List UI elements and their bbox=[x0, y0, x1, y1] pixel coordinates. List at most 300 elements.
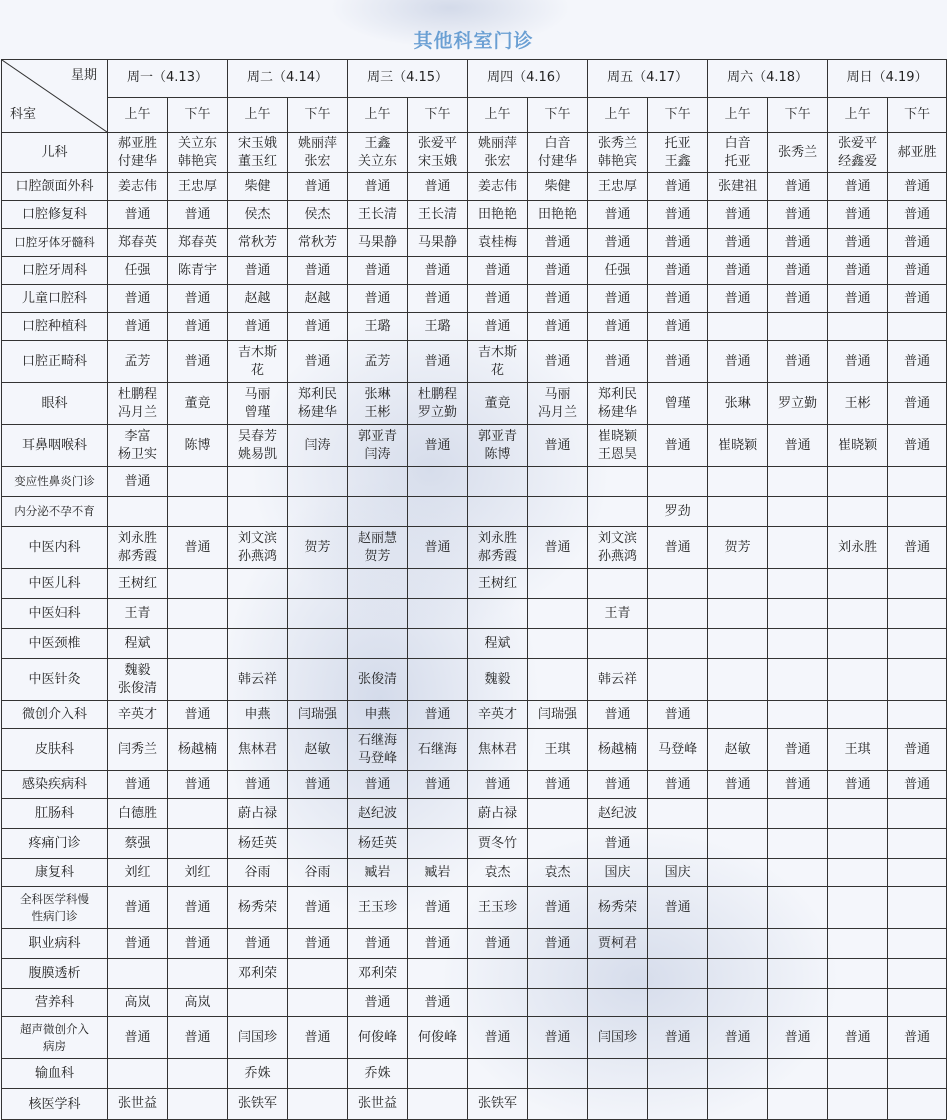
schedule-cell: 普通 bbox=[528, 341, 588, 383]
schedule-cell bbox=[288, 569, 348, 599]
schedule-cell bbox=[228, 629, 288, 659]
schedule-cell: 马丽 曾瑾 bbox=[228, 383, 288, 425]
schedule-cell: 乔姝 bbox=[348, 1059, 408, 1089]
schedule-cell bbox=[168, 659, 228, 701]
schedule-cell: 王琪 bbox=[528, 729, 588, 771]
table-row bbox=[2, 989, 947, 1017]
schedule-cell: 白音 付建华 bbox=[528, 133, 588, 173]
schedule-cell: 普通 bbox=[468, 313, 528, 341]
schedule-cell bbox=[288, 1089, 348, 1120]
schedule-cell bbox=[528, 799, 588, 829]
schedule-cell bbox=[768, 929, 828, 959]
schedule-cell: 张爱平 宋玉娥 bbox=[408, 133, 468, 173]
schedule-cell: 魏毅 张俊清 bbox=[108, 659, 168, 701]
schedule-cell: 韩云祥 bbox=[228, 659, 288, 701]
schedule-cell: 孟芳 bbox=[348, 341, 408, 383]
schedule-cell bbox=[528, 569, 588, 599]
schedule-cell: 赵越 bbox=[288, 285, 348, 313]
schedule-cell bbox=[828, 859, 888, 887]
department-name: 中医针灸 bbox=[2, 659, 108, 701]
schedule-cell: 张铁军 bbox=[228, 1089, 288, 1120]
schedule-cell bbox=[528, 467, 588, 497]
schedule-cell bbox=[828, 1059, 888, 1089]
schedule-cell bbox=[468, 989, 528, 1017]
department-name: 口腔牙周科 bbox=[2, 257, 108, 285]
schedule-cell bbox=[588, 569, 648, 599]
schedule-cell: 普通 bbox=[288, 887, 348, 929]
schedule-cell bbox=[648, 989, 708, 1017]
schedule-cell bbox=[708, 859, 768, 887]
schedule-cell: 袁杰 bbox=[468, 859, 528, 887]
schedule-cell bbox=[828, 1089, 888, 1120]
schedule-cell: 闫秀兰 bbox=[108, 729, 168, 771]
schedule-cell bbox=[708, 829, 768, 859]
schedule-cell: 普通 bbox=[468, 1017, 528, 1059]
department-name: 肛肠科 bbox=[2, 799, 108, 829]
schedule-cell: 张琳 bbox=[708, 383, 768, 425]
schedule-cell bbox=[648, 1059, 708, 1089]
schedule-cell: 张琳 王彬 bbox=[348, 383, 408, 425]
schedule-cell bbox=[768, 1059, 828, 1089]
schedule-cell: 普通 bbox=[888, 383, 947, 425]
schedule-cell: 郝亚胜 bbox=[888, 133, 947, 173]
table-row bbox=[2, 383, 947, 425]
schedule-cell bbox=[108, 959, 168, 989]
department-name: 口腔种植科 bbox=[2, 313, 108, 341]
schedule-cell: 普通 bbox=[648, 285, 708, 313]
day-header: 周四（4.16） bbox=[468, 60, 588, 98]
department-name: 口腔正畸科 bbox=[2, 341, 108, 383]
schedule-cell: 普通 bbox=[828, 341, 888, 383]
header-periods-row bbox=[2, 97, 947, 132]
schedule-cell: 袁杰 bbox=[528, 859, 588, 887]
schedule-cell: 闫国珍 bbox=[228, 1017, 288, 1059]
schedule-cell: 白德胜 bbox=[108, 799, 168, 829]
department-name: 全科医学科慢 性病门诊 bbox=[2, 887, 108, 929]
schedule-cell: 普通 bbox=[408, 257, 468, 285]
schedule-cell: 普通 bbox=[648, 701, 708, 729]
schedule-cell: 王琪 bbox=[828, 729, 888, 771]
schedule-cell: 柴健 bbox=[528, 173, 588, 201]
schedule-cell: 焦林君 bbox=[228, 729, 288, 771]
schedule-cell: 普通 bbox=[168, 313, 228, 341]
schedule-cell bbox=[648, 569, 708, 599]
table-row bbox=[2, 829, 947, 859]
schedule-cell: 普通 bbox=[108, 771, 168, 799]
department-name: 内分泌不孕不育 bbox=[2, 497, 108, 527]
schedule-cell bbox=[528, 629, 588, 659]
schedule-cell: 姜志伟 bbox=[468, 173, 528, 201]
schedule-cell: 普通 bbox=[708, 229, 768, 257]
schedule-cell: 普通 bbox=[648, 425, 708, 467]
schedule-cell bbox=[828, 887, 888, 929]
schedule-cell: 普通 bbox=[108, 887, 168, 929]
schedule-cell: 谷雨 bbox=[288, 859, 348, 887]
schedule-cell bbox=[768, 701, 828, 729]
schedule-cell: 普通 bbox=[528, 285, 588, 313]
schedule-cell: 常秋芳 bbox=[228, 229, 288, 257]
schedule-cell: 袁桂梅 bbox=[468, 229, 528, 257]
schedule-cell: 普通 bbox=[288, 341, 348, 383]
schedule-cell: 焦林君 bbox=[468, 729, 528, 771]
schedule-cell bbox=[168, 1059, 228, 1089]
schedule-cell: 王长清 bbox=[348, 201, 408, 229]
schedule-cell: 普通 bbox=[708, 201, 768, 229]
table-row bbox=[2, 887, 947, 929]
schedule-cell bbox=[708, 929, 768, 959]
schedule-cell: 辛英才 bbox=[108, 701, 168, 729]
schedule-cell: 普通 bbox=[288, 929, 348, 959]
schedule-cell: 罗劲 bbox=[648, 497, 708, 527]
table-row bbox=[2, 599, 947, 629]
schedule-cell: 曾瑾 bbox=[648, 383, 708, 425]
table-row bbox=[2, 1059, 947, 1089]
schedule-cell bbox=[408, 467, 468, 497]
schedule-cell: 张俊清 bbox=[348, 659, 408, 701]
schedule-cell: 普通 bbox=[408, 341, 468, 383]
schedule-cell: 普通 bbox=[108, 467, 168, 497]
schedule-cell: 陈博 bbox=[168, 425, 228, 467]
schedule-cell: 刘永胜 bbox=[828, 527, 888, 569]
day-header: 周六（4.18） bbox=[708, 60, 828, 98]
schedule-cell: 普通 bbox=[468, 257, 528, 285]
schedule-cell: 郑利民 杨建华 bbox=[588, 383, 648, 425]
schedule-cell: 姚丽萍 张宏 bbox=[468, 133, 528, 173]
schedule-cell: 杨越楠 bbox=[168, 729, 228, 771]
schedule-cell bbox=[528, 989, 588, 1017]
schedule-cell: 普通 bbox=[348, 257, 408, 285]
schedule-cell: 国庆 bbox=[588, 859, 648, 887]
schedule-cell: 王忠厚 bbox=[588, 173, 648, 201]
schedule-cell bbox=[828, 497, 888, 527]
schedule-cell bbox=[168, 629, 228, 659]
schedule-cell bbox=[528, 829, 588, 859]
schedule-cell: 贾冬竹 bbox=[468, 829, 528, 859]
department-name: 输血科 bbox=[2, 1059, 108, 1089]
schedule-cell: 普通 bbox=[288, 1017, 348, 1059]
schedule-cell: 普通 bbox=[888, 729, 947, 771]
schedule-cell: 姜志伟 bbox=[108, 173, 168, 201]
schedule-cell bbox=[288, 829, 348, 859]
schedule-cell bbox=[528, 1059, 588, 1089]
schedule-cell: 谷雨 bbox=[228, 859, 288, 887]
schedule-cell bbox=[228, 497, 288, 527]
table-row bbox=[2, 659, 947, 701]
schedule-cell bbox=[408, 569, 468, 599]
day-header: 周二（4.14） bbox=[228, 60, 348, 98]
schedule-cell: 普通 bbox=[648, 229, 708, 257]
period-header: 下午 bbox=[888, 97, 947, 132]
schedule-cell bbox=[168, 497, 228, 527]
schedule-cell: 刘文滨 孙燕鸿 bbox=[228, 527, 288, 569]
schedule-cell bbox=[648, 659, 708, 701]
schedule-cell bbox=[408, 1059, 468, 1089]
schedule-cell: 普通 bbox=[648, 1017, 708, 1059]
schedule-cell bbox=[828, 829, 888, 859]
schedule-cell bbox=[228, 989, 288, 1017]
schedule-cell: 普通 bbox=[648, 173, 708, 201]
schedule-cell: 普通 bbox=[828, 1017, 888, 1059]
schedule-cell: 普通 bbox=[168, 771, 228, 799]
department-name: 超声微创介入 病房 bbox=[2, 1017, 108, 1059]
schedule-cell: 刘永胜 郝秀霞 bbox=[108, 527, 168, 569]
schedule-cell: 普通 bbox=[828, 771, 888, 799]
schedule-cell: 马果静 bbox=[348, 229, 408, 257]
schedule-cell: 普通 bbox=[648, 313, 708, 341]
schedule-cell bbox=[768, 799, 828, 829]
period-header: 上午 bbox=[708, 97, 768, 132]
schedule-cell: 蔡强 bbox=[108, 829, 168, 859]
schedule-cell: 普通 bbox=[408, 173, 468, 201]
schedule-cell bbox=[288, 467, 348, 497]
schedule-cell: 普通 bbox=[588, 285, 648, 313]
schedule-cell: 普通 bbox=[888, 257, 947, 285]
schedule-cell bbox=[708, 599, 768, 629]
schedule-cell: 刘文滨 孙燕鸿 bbox=[588, 527, 648, 569]
schedule-cell: 国庆 bbox=[648, 859, 708, 887]
schedule-cell: 普通 bbox=[528, 887, 588, 929]
schedule-cell: 普通 bbox=[588, 313, 648, 341]
schedule-cell: 吴春芳 姚易凯 bbox=[228, 425, 288, 467]
period-header: 下午 bbox=[408, 97, 468, 132]
schedule-cell bbox=[888, 701, 947, 729]
schedule-cell bbox=[708, 989, 768, 1017]
schedule-cell: 托亚 王鑫 bbox=[648, 133, 708, 173]
schedule-cell: 邓利荣 bbox=[228, 959, 288, 989]
schedule-cell bbox=[648, 959, 708, 989]
schedule-cell bbox=[288, 659, 348, 701]
period-header: 下午 bbox=[288, 97, 348, 132]
schedule-cell: 王长清 bbox=[408, 201, 468, 229]
department-name: 口腔颌面外科 bbox=[2, 173, 108, 201]
schedule-cell bbox=[288, 959, 348, 989]
schedule-cell bbox=[888, 859, 947, 887]
schedule-cell bbox=[708, 313, 768, 341]
schedule-cell bbox=[528, 599, 588, 629]
schedule-cell: 普通 bbox=[888, 341, 947, 383]
schedule-cell bbox=[348, 569, 408, 599]
schedule-cell: 普通 bbox=[708, 771, 768, 799]
schedule-cell: 普通 bbox=[288, 257, 348, 285]
schedule-cell bbox=[588, 629, 648, 659]
schedule-cell bbox=[888, 929, 947, 959]
schedule-cell: 普通 bbox=[888, 201, 947, 229]
schedule-cell: 蔚占禄 bbox=[228, 799, 288, 829]
period-header: 上午 bbox=[348, 97, 408, 132]
schedule-cell: 蔚占禄 bbox=[468, 799, 528, 829]
schedule-cell bbox=[828, 569, 888, 599]
schedule-cell: 普通 bbox=[528, 527, 588, 569]
department-name: 耳鼻咽喉科 bbox=[2, 425, 108, 467]
schedule-cell: 普通 bbox=[588, 771, 648, 799]
schedule-cell: 张爱平 经鑫爱 bbox=[828, 133, 888, 173]
schedule-cell bbox=[768, 467, 828, 497]
day-header: 周一（4.13） bbox=[108, 60, 228, 98]
schedule-cell: 董竟 bbox=[468, 383, 528, 425]
schedule-cell: 普通 bbox=[828, 285, 888, 313]
schedule-cell bbox=[768, 859, 828, 887]
schedule-cell: 普通 bbox=[348, 989, 408, 1017]
schedule-cell bbox=[828, 599, 888, 629]
schedule-cell bbox=[708, 959, 768, 989]
table-row bbox=[2, 133, 947, 173]
schedule-cell: 高岚 bbox=[168, 989, 228, 1017]
schedule-cell: 郝亚胜 付建华 bbox=[108, 133, 168, 173]
schedule-cell: 普通 bbox=[348, 285, 408, 313]
schedule-cell: 贺芳 bbox=[708, 527, 768, 569]
schedule-cell bbox=[588, 467, 648, 497]
schedule-cell: 普通 bbox=[468, 929, 528, 959]
table-row bbox=[2, 313, 947, 341]
schedule-cell bbox=[168, 467, 228, 497]
schedule-cell bbox=[648, 599, 708, 629]
schedule-cell: 王青 bbox=[108, 599, 168, 629]
schedule-cell: 普通 bbox=[648, 341, 708, 383]
schedule-cell bbox=[168, 1089, 228, 1120]
schedule-cell: 普通 bbox=[708, 1017, 768, 1059]
schedule-cell: 何俊峰 bbox=[348, 1017, 408, 1059]
schedule-cell bbox=[888, 497, 947, 527]
period-header: 上午 bbox=[588, 97, 648, 132]
schedule-cell bbox=[108, 497, 168, 527]
schedule-cell: 普通 bbox=[348, 173, 408, 201]
schedule-cell: 普通 bbox=[768, 341, 828, 383]
table-row bbox=[2, 959, 947, 989]
department-name: 微创介入科 bbox=[2, 701, 108, 729]
schedule-cell bbox=[588, 1059, 648, 1089]
schedule-cell: 张铁军 bbox=[468, 1089, 528, 1120]
schedule-cell bbox=[168, 829, 228, 859]
schedule-cell: 侯杰 bbox=[288, 201, 348, 229]
schedule-cell bbox=[708, 497, 768, 527]
schedule-cell bbox=[648, 829, 708, 859]
period-header: 上午 bbox=[828, 97, 888, 132]
schedule-cell bbox=[768, 989, 828, 1017]
period-header: 下午 bbox=[648, 97, 708, 132]
schedule-cell bbox=[228, 569, 288, 599]
schedule-cell: 普通 bbox=[768, 1017, 828, 1059]
schedule-cell: 普通 bbox=[168, 701, 228, 729]
schedule-cell bbox=[888, 467, 947, 497]
schedule-cell: 崔晓颖 王恩昊 bbox=[588, 425, 648, 467]
schedule-cell: 普通 bbox=[288, 313, 348, 341]
schedule-cell: 关立东 韩艳宾 bbox=[168, 133, 228, 173]
schedule-cell: 普通 bbox=[768, 173, 828, 201]
schedule-cell: 杨廷英 bbox=[348, 829, 408, 859]
schedule-cell: 普通 bbox=[168, 527, 228, 569]
department-name: 腹膜透析 bbox=[2, 959, 108, 989]
schedule-cell: 普通 bbox=[888, 771, 947, 799]
schedule-cell bbox=[288, 1059, 348, 1089]
schedule-cell: 杨廷英 bbox=[228, 829, 288, 859]
schedule-cell: 普通 bbox=[408, 989, 468, 1017]
schedule-cell: 普通 bbox=[408, 887, 468, 929]
schedule-cell: 王树红 bbox=[108, 569, 168, 599]
schedule-cell: 普通 bbox=[708, 341, 768, 383]
table-row bbox=[2, 1017, 947, 1059]
schedule-cell bbox=[768, 659, 828, 701]
schedule-cell bbox=[708, 659, 768, 701]
schedule-cell bbox=[888, 829, 947, 859]
schedule-cell: 普通 bbox=[648, 887, 708, 929]
schedule-cell bbox=[888, 313, 947, 341]
schedule-cell: 柴健 bbox=[228, 173, 288, 201]
schedule-cell: 刘红 bbox=[168, 859, 228, 887]
schedule-cell: 普通 bbox=[468, 771, 528, 799]
schedule-cell: 杜鹏程 冯月兰 bbox=[108, 383, 168, 425]
schedule-cell: 普通 bbox=[768, 229, 828, 257]
schedule-cell bbox=[708, 569, 768, 599]
schedule-cell bbox=[708, 701, 768, 729]
schedule-cell: 普通 bbox=[708, 257, 768, 285]
schedule-cell: 普通 bbox=[588, 829, 648, 859]
schedule-cell: 常秋芳 bbox=[288, 229, 348, 257]
schedule-cell: 张秀兰 韩艳宾 bbox=[588, 133, 648, 173]
schedule-cell: 普通 bbox=[528, 425, 588, 467]
schedule-cell: 普通 bbox=[228, 771, 288, 799]
schedule-cell: 王彬 bbox=[828, 383, 888, 425]
schedule-cell: 普通 bbox=[408, 527, 468, 569]
schedule-cell: 赵敏 bbox=[288, 729, 348, 771]
table-row bbox=[2, 527, 947, 569]
schedule-cell: 普通 bbox=[168, 285, 228, 313]
schedule-cell: 申燕 bbox=[348, 701, 408, 729]
schedule-cell bbox=[228, 599, 288, 629]
schedule-cell: 普通 bbox=[588, 701, 648, 729]
table-row bbox=[2, 859, 947, 887]
schedule-cell: 乔姝 bbox=[228, 1059, 288, 1089]
schedule-cell bbox=[468, 599, 528, 629]
schedule-cell bbox=[408, 497, 468, 527]
schedule-cell: 普通 bbox=[588, 229, 648, 257]
schedule-cell: 普通 bbox=[528, 229, 588, 257]
schedule-cell bbox=[288, 599, 348, 629]
schedule-table bbox=[1, 59, 947, 1120]
schedule-cell bbox=[648, 799, 708, 829]
schedule-cell bbox=[768, 569, 828, 599]
schedule-cell: 普通 bbox=[168, 887, 228, 929]
schedule-cell bbox=[888, 629, 947, 659]
schedule-cell: 普通 bbox=[768, 425, 828, 467]
schedule-cell: 普通 bbox=[168, 1017, 228, 1059]
table-row bbox=[2, 257, 947, 285]
schedule-cell bbox=[648, 929, 708, 959]
schedule-cell: 吉木斯 花 bbox=[228, 341, 288, 383]
schedule-cell bbox=[408, 829, 468, 859]
period-header: 下午 bbox=[168, 97, 228, 132]
schedule-cell: 程斌 bbox=[108, 629, 168, 659]
schedule-cell: 邓利荣 bbox=[348, 959, 408, 989]
table-row bbox=[2, 229, 947, 257]
schedule-cell bbox=[408, 1089, 468, 1120]
schedule-cell bbox=[768, 829, 828, 859]
schedule-cell bbox=[468, 1059, 528, 1089]
schedule-cell: 普通 bbox=[408, 425, 468, 467]
department-name: 儿科 bbox=[2, 133, 108, 173]
schedule-cell: 闫涛 bbox=[288, 425, 348, 467]
schedule-cell: 王璐 bbox=[408, 313, 468, 341]
schedule-cell: 普通 bbox=[828, 173, 888, 201]
schedule-cell: 普通 bbox=[168, 201, 228, 229]
department-name: 口腔修复科 bbox=[2, 201, 108, 229]
schedule-cell: 普通 bbox=[408, 771, 468, 799]
table-row bbox=[2, 425, 947, 467]
period-header: 上午 bbox=[468, 97, 528, 132]
schedule-cell: 李富 杨卫实 bbox=[108, 425, 168, 467]
department-name: 中医颈椎 bbox=[2, 629, 108, 659]
schedule-cell: 普通 bbox=[768, 257, 828, 285]
schedule-cell: 普通 bbox=[108, 1017, 168, 1059]
